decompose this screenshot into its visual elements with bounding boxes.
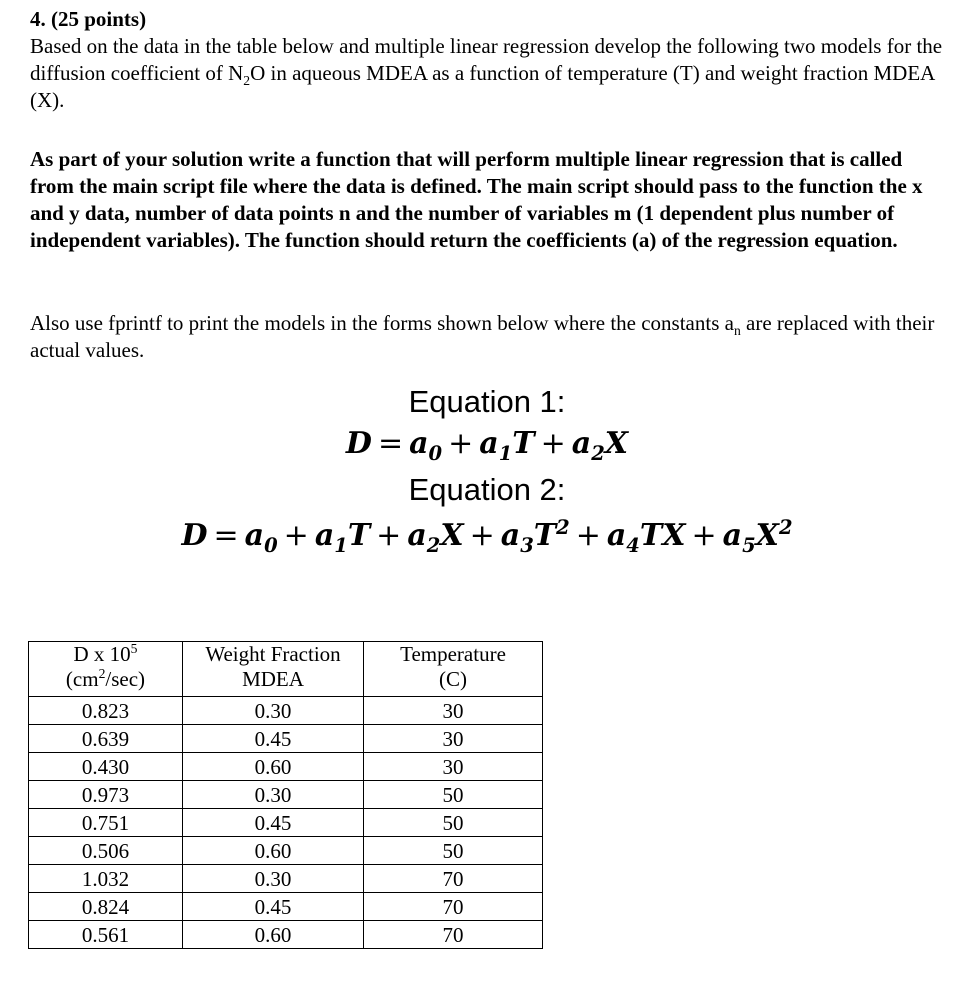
problem-intro [30,33,950,114]
cell-d: 1.032 [29,865,183,893]
cell-d: 0.973 [29,781,183,809]
also-text-2: are replaced with their actual values. [30,311,935,362]
table-row [29,837,543,865]
cell-t: 50 [364,809,543,837]
cell-t: 30 [364,697,543,725]
table-row [29,725,543,753]
header-diffusion: D x $10^5$ $(cm^2/\sec)$ [29,642,183,697]
cell-x: 0.30 [183,865,364,893]
also-text-1: Also use fprintf to print the models in the forms shown below where the constants a [30,311,734,335]
cell-t: 30 [364,725,543,753]
table-row [29,753,543,781]
table-row [29,781,543,809]
intro-text-2: O in aqueous MDEA as a function of temperature (T) and weight fraction MDEA (X). [30,61,935,112]
cell-t: 70 [364,921,543,949]
cell-d: 0.430 [29,753,183,781]
instructions-paragraph: As part of your solution write a function that will perform multiple linear regression that is called from the main script file where the data is defined. The main script should pass to the function the x and y data, number of data points n and the number of variables m (1 dependent plus number of independent variables). The function should return the coefficients (a) of the regression equation. [30,147,923,252]
equation-1: $D = a_0 + a_1T + a_2X$ [345,426,629,465]
header-weight-fraction: Weight Fraction MDEA [183,642,364,697]
cell-d: 0.823 [29,697,183,725]
intro-subscript: 2 [243,73,251,89]
fprintf-paragraph [30,310,950,364]
cell-t: 50 [364,837,543,865]
cell-d: 0.639 [29,725,183,753]
cell-x: 0.60 [183,753,364,781]
problem-heading: 4. (25 points) [30,7,147,31]
cell-t: 50 [364,781,543,809]
cell-t: 70 [364,865,543,893]
cell-x: 0.60 [183,921,364,949]
cell-d: 0.824 [29,893,183,921]
equation-2-label: Equation 2: [408,472,566,507]
table-header-row [29,642,543,697]
table-row [29,865,543,893]
equation-1-label: Equation 1: [408,384,566,419]
cell-x: 0.45 [183,809,364,837]
cell-t: 70 [364,893,543,921]
cell-x: 0.30 [183,697,364,725]
cell-x: 0.30 [183,781,364,809]
cell-d: 0.751 [29,809,183,837]
cell-x: 0.45 [183,725,364,753]
cell-x: 0.45 [183,893,364,921]
data-table [28,641,543,949]
table-row [29,921,543,949]
header-temperature: Temperature (C) [364,642,543,697]
table-row [29,893,543,921]
equation-2: $D = a_0 + a_1T + a_2X + a_3T^2 + a_4TX + a_5X^2$ [181,516,793,557]
table-row [29,809,543,837]
cell-d: 0.506 [29,837,183,865]
cell-x: 0.60 [183,837,364,865]
also-subscript: n [733,323,741,339]
cell-d: 0.561 [29,921,183,949]
intro-text-1: Based on the data in the table below and multiple linear regression develop the following two models for the diffusion coefficient of N [30,34,943,85]
table-row [29,697,543,725]
cell-t: 30 [364,753,543,781]
